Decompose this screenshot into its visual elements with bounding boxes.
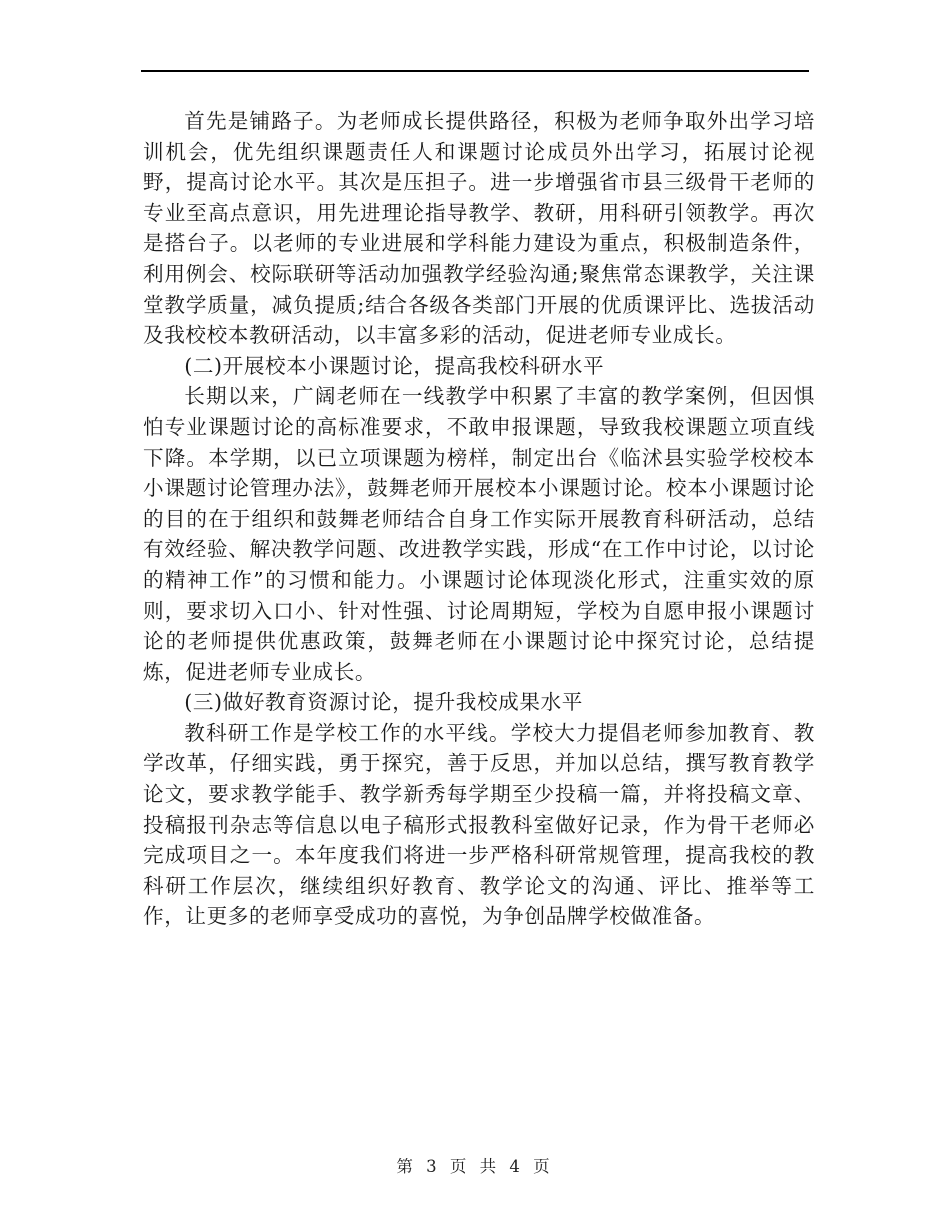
- paragraph-training-path: 首先是铺路子。为老师成长提供路径，积极为老师争取外出学习培训机会，优先组织课题责任人和课题讨论成员外出学习，拓展讨论视野，提高讨论水平。其次是压担子。进一步增强省市县三级骨干老师的专业至高点意识，用先进理论指导教学、教研，用科研引领教学。再次是搭台子。以老师的专业进展和学科能力建设为重点，积极制造条件，利用例会、校际联研等活动加强教学经验沟通;聚焦常态课教学，关注课堂教学质量，减负提质;结合各级各类部门开展的优质课评比、选拔活动及我校校本教研活动，以丰富多彩的活动，促进老师专业成长。: [143, 109, 815, 348]
- page-number-footer: 第 3 页 共 4 页: [396, 1157, 554, 1176]
- section-heading-school-research: (二)开展校本小课题讨论，提高我校科研水平: [184, 353, 605, 378]
- header-rule: [141, 70, 809, 72]
- paragraph-small-projects: 长期以来，广阔老师在一线教学中积累了丰富的教学案例，但因惧怕专业课题讨论的高标准要求，不敢申报课题，导致我校课题立项直线下降。本学期，以已立项课题为榜样，制定出台《临沭县实验学校校本小课题讨论管理办法》，鼓舞老师开展校本小课题讨论。校本小课题讨论的目的在于组织和鼓舞老师结合自身工作实际开展教育科研活动，总结有效经验、解决教学问题、改进教学实践，形成“在工作中讨论，以讨论的精神工作”的习惯和能力。小课题讨论体现淡化形式，注重实效的原则，要求切入口小、针对性强、讨论周期短，学校为自愿申报小课题讨论的老师提供优惠政策，鼓舞老师在小课题讨论中探究讨论，总结提炼，促进老师专业成长。: [143, 384, 815, 684]
- document-body: [143, 106, 815, 932]
- paragraph-research-work: 教科研工作是学校工作的水平线。学校大力提倡老师参加教育、教学改革，仔细实践，勇于探究，善于反思，并加以总结，撰写教育教学论文，要求教学能手、教学新秀每学期至少投稿一篇，并将投稿文章、投稿报刊杂志等信息以电子稿形式报教科室做好记录，作为骨干老师必完成项目之一。本年度我们将进一步严格科研常规管理，提高我校的教科研工作层次，继续组织好教育、教学论文的沟通、评比、推举等工作，让更多的老师享受成功的喜悦，为争创品牌学校做准备。: [143, 720, 815, 929]
- section-heading-education-resources: (三)做好教育资源讨论，提升我校成果水平: [184, 690, 583, 715]
